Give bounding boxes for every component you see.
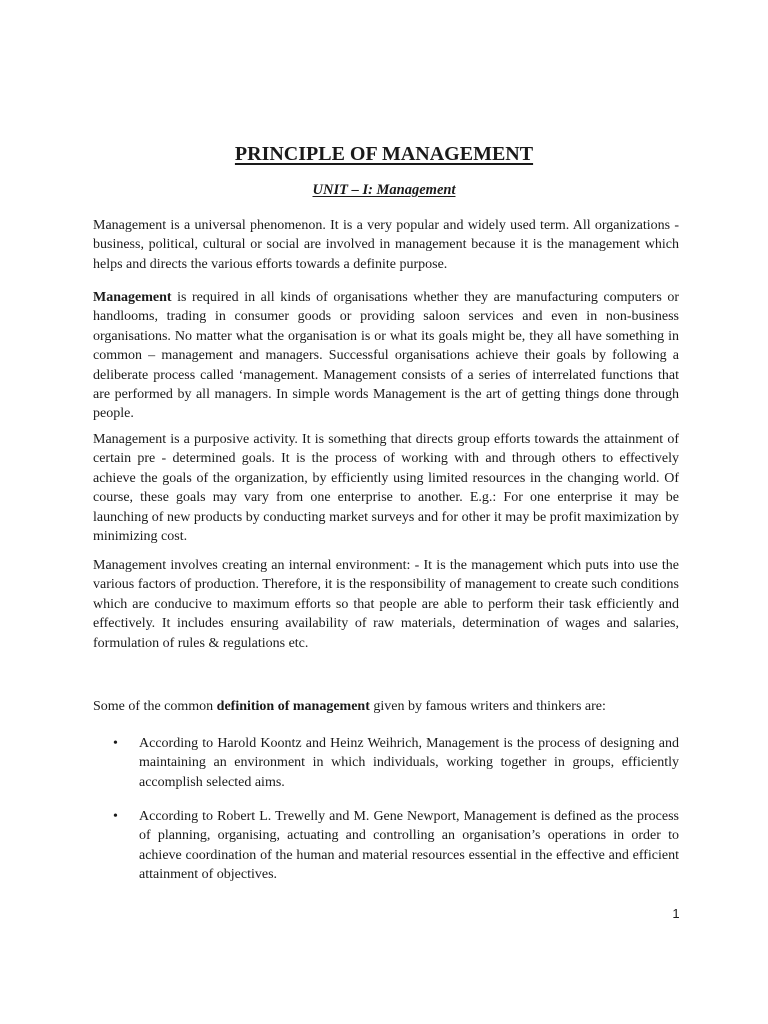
definition-koontz-weihrich: According to Harold Koontz and Heinz Weihrich, Management is the process of designing and maintaining an environment in which individuals, working together in groups, efficiently accomplish selected aims. [139, 736, 679, 790]
page-number: 1 [672, 906, 680, 921]
intro-before: Some of the common [93, 699, 217, 714]
bold-lead-term: Management [93, 290, 172, 305]
paragraph-intro: Management is a universal phenomenon. It is a very popular and widely used term. All organizations - business, political, cultural or social are involved in management because it is the management which helps and directs the various efforts towards a definite purpose. [93, 218, 679, 272]
paragraph-body: is required in all kinds of organisations whether they are manufacturing computers or handlooms, trading in consumer goods or providing saloon services and even in non-business organisations. No matter what the organisation is or what its goals might be, they all have something in common – management and managers. Successful organisations achieve their goals by following a deliberate process called ‘management. Management consists of a series of interrelated functions that are performed by all managers. In simple words Management is the art of getting things done through people. [93, 290, 679, 422]
paragraph-definitions-intro [93, 697, 679, 716]
paragraph-internal-environment: Management involves creating an internal environment: - It is the management which puts into use the various factors of production. Therefore, it is the responsibility of management to create such conditions which are conducive to maximum efforts so that people are able to perform their task efficiently and effectively. It includes ensuring availability of raw materials, determination of wages and salaries, formulation of rules & regulations etc. [93, 558, 679, 651]
bullet-icon: • [113, 736, 118, 751]
intro-bold-term: definition of management [216, 699, 370, 714]
definition-trewelly-newport: According to Robert L. Trewelly and M. Gene Newport, Management is defined as the process of planning, organising, actuating and controlling an organisation’s operations in order to achieve coordination of the human and material resources essential in the effective and efficient attainment of objectives. [139, 809, 679, 883]
unit-subtitle: UNIT – I: Management [312, 182, 456, 198]
page-title: PRINCIPLE OF MANAGEMENT [234, 143, 534, 165]
bullet-icon: • [113, 809, 118, 824]
paragraph-purposive-activity: Management is a purposive activity. It is something that directs group efforts towards the attainment of certain pre - determined goals. It is the process of working with and through others to effectively achieve the goals of the organization, by efficiently using limited resources in the changing world. Of course, these goals may vary from one enterprise to another. E.g.: For one enterprise it may be launching of new products by conducting market surveys and for other it may be profit maximization by minimizing cost. [93, 432, 679, 545]
paragraph-management-required [93, 288, 679, 424]
intro-after: given by famous writers and thinkers are: [369, 699, 606, 714]
